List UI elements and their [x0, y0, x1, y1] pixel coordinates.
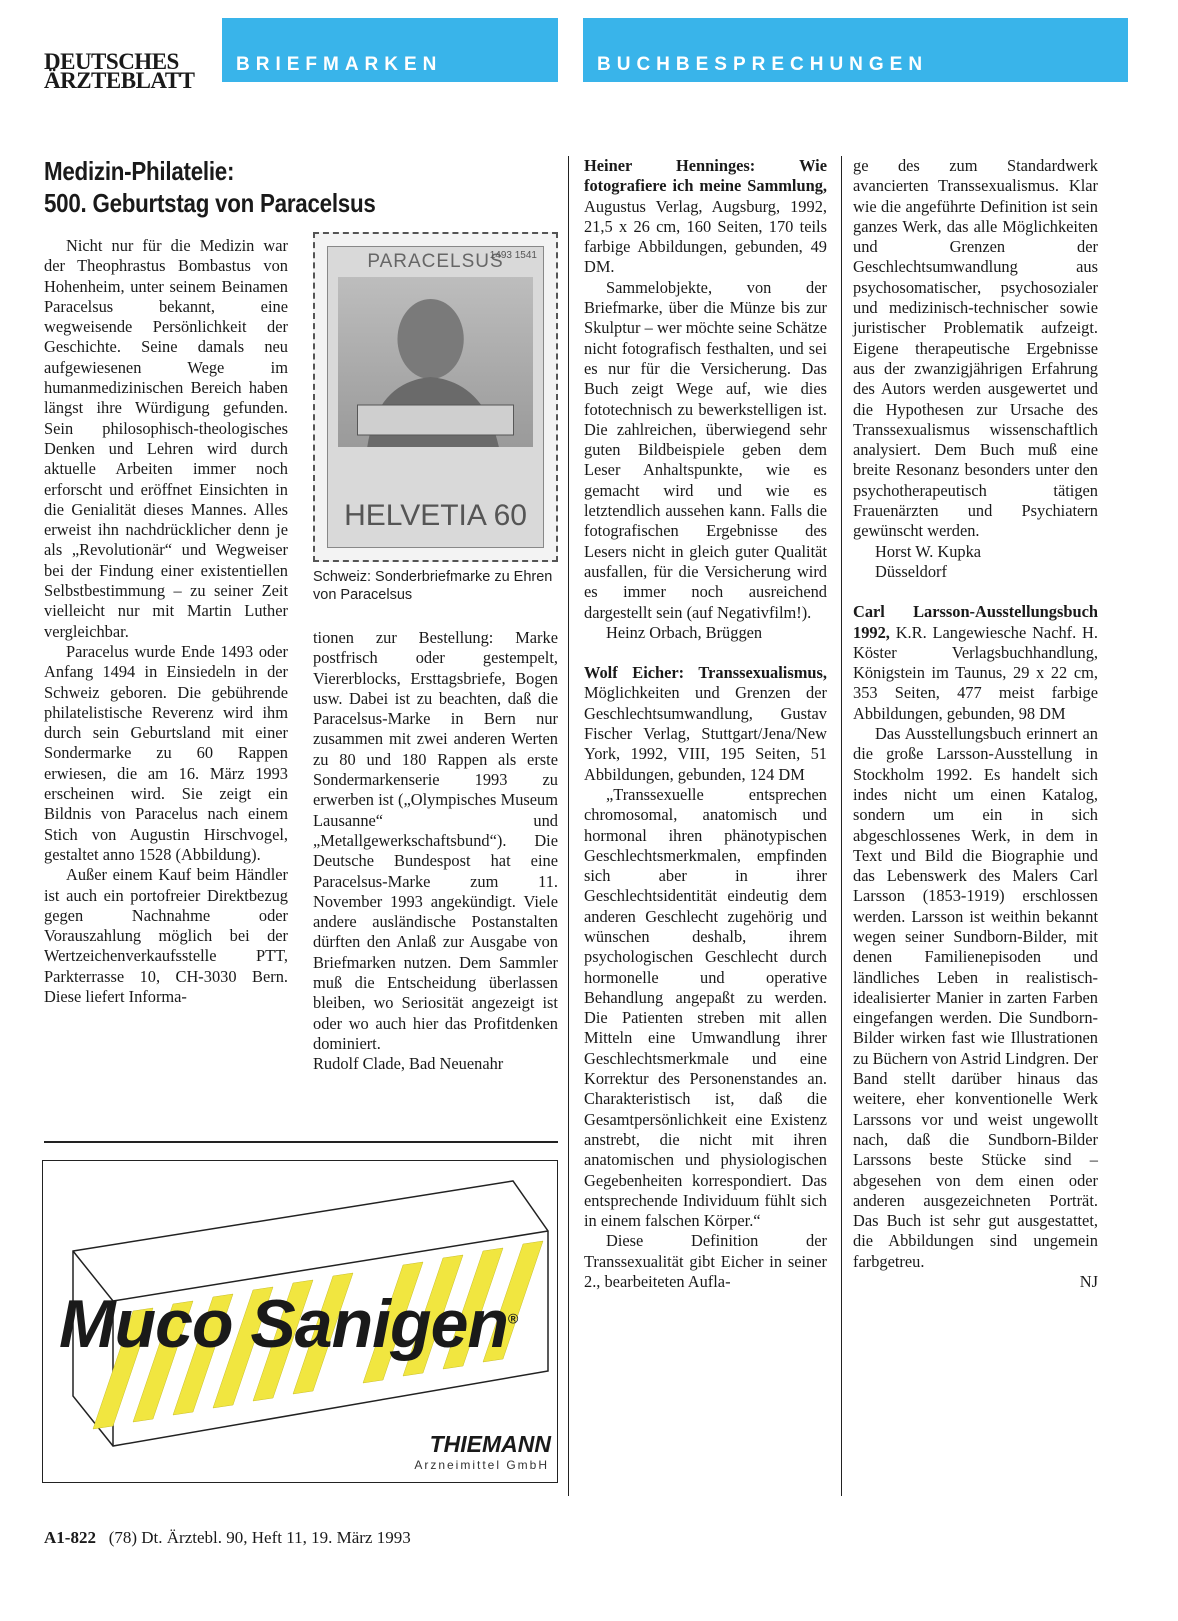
review1-text: Sammelobjekte, von der Briefmarke, über die Münze bis zur Skulptur – wer möchte seine Schätze nicht fotografisch festhalten, und sei es nur für die Versicherung. Das Buch zeigt Wege auf, wie dies fototechnisch zu bewerkstelligen ist. Die zahlreichen, überwiegend sehr guten Bildbeispiele geben dem Leser Anhaltspunkte, wie es gemacht wird und wie es letztendlich aussehen kann. Falls die fotografischen Ergebnisse des Lesers nicht in gleich guter Qualität ausfallen, für die Versicherung wird es immer noch ausreichend dargestellt sein (auf Negativfilm!).	[584, 277, 827, 622]
review3-details: K.R. Langewiesche Nachf. H. Köster Verlagsbuchhandlung, Königstein im Taunus, 29 x 22 cm, 353 Seiten, 477 meist farbige Abbildungen, gebunden, 98 DM	[853, 622, 1098, 723]
section-label-right: BUCHBESPRECHUNGEN	[597, 54, 929, 75]
masthead-logo	[44, 49, 234, 93]
review3-header	[853, 602, 1098, 724]
footer-citation: (78) Dt. Ärztebl. 90, Heft 11, 19. März 1993	[108, 1528, 411, 1547]
section-banner-buchbesprechungen	[583, 18, 1128, 82]
stamp-top-text: PARACELSUS	[367, 251, 504, 272]
section-label-left: BRIEFMARKEN	[236, 54, 443, 75]
stamp-portrait	[338, 277, 533, 447]
headline-line2: 500. Geburtstag von Paracelsus	[44, 188, 376, 218]
review3-text: Das Ausstellungsbuch erinnert an die große Larsson-Ausstellung in Stockholm 1992. Es handelt sich indes nicht um einen Katalog, sondern um ein in sich abgeschlossenes Werk, in dem in Text und Bild die Biographie und das Lebenswerk des Malers Carl Larsson (1853-1919) erschlossen werden. Larsson ist weithin bekannt wegen seiner Sundborn-Bilder, mit denen Familienepisoden und ländliches Leben in realistisch-idealisierter Manier in zarten Farben eingefangen werden. Die Sundborn-Bilder wirken fast wie Illustrationen zu Büchern von Astrid Lindgren. Der Band stellt darüber hinaus das weitere, eher konventionelle Werk Larssons vor und weist ungewollt nach, daß die Sundborn-Bilder Larssons beste Stücke sind – abgesehen von dem einen oder anderen ausgezeichneten Porträt. Das Buch ist sehr gut ausgestattet, die Abbildungen sind ungemein farbgetreu.	[853, 724, 1098, 1271]
review2-header	[584, 663, 827, 785]
article-column-2	[313, 628, 558, 1075]
article-paragraph-1: Nicht nur für die Medizin war der Theophrastus Bombastus von Hohenheim, unter seinem Beinamen Paracelsus bekannt, eine wegweisende Persönlichkeit der Geschichte. Seine damals neu aufgewiesenen Wege im humanmedizinischen Bereich haben längst ihre Würdigung gefunden. Sein philosophisch-theologisches Denken und Lehren wird durch aktuelle Arbeiten immer noch erforscht und eröffnet Einsichten in die Genialität dieses Mannes. Alles erweist ihn nachdrücklicher denn je als „Revolutionär“ und Wegweiser bei der Findung einer existentiellen Selbstbestimmung – zu seiner Zeit vielleicht nur mit Martin Luther vergleichbar.	[44, 236, 288, 641]
review-column-3	[584, 156, 827, 1292]
review2-text-part1: Diese Definition der Transsexualität gibt Eicher in seiner 2., bearbeiteten Aufla-	[584, 1231, 827, 1292]
masthead-line2: ÄRZTEBLATT	[44, 68, 195, 93]
headline-line1: Medizin-Philatelie:	[44, 156, 235, 186]
page-footer	[44, 1528, 411, 1548]
article-column-1	[44, 236, 288, 1007]
article-headline	[44, 155, 491, 219]
review2-quote: „Transsexuelle entsprechen chromosomal, anatomisch und hormonal ihren phänotypischen Geschlechtsmerkmalen, empfinden sich aber in ihrer Geschlechtsidentität eindeutig dem anderen Geschlecht zugehörig und wünschen deshalb, ihrem psychologischen Geschlecht durch hormonelle und operative Behandlung angepaßt zu werden. Die Patienten streben mit allen Mitteln eine Umwandlung ihrer Geschlechtsmerkmale und eine Korrektur des Personenstandes an. Charakteristisch ist, daß die Gesamtpersönlichkeit eine Existenz anstrebt, die nicht mit ihren anatomischen und physiologischen Gegebenheiten korrespondiert. Das entsprechende Individuum fühlt sich in einem falschen Körper.“	[584, 784, 827, 1231]
review-column-4	[853, 156, 1098, 1292]
review2-details: Möglichkeiten und Grenzen der Geschlechtsumwandlung, Gustav Fischer Verlag, Stuttgart/Jena/New York, 1992, VIII, 195 Seiten, 51 Abbildungen, gebunden, 124 DM	[584, 683, 827, 784]
article-paragraph-4: tionen zur Bestellung: Marke postfrisch oder gestempelt, Viererblocks, Ersttagsbriefe, Bogen usw. Dabei ist zu beachten, daß die Paracelsus-Marke in Bern nur zusammen mit zwei anderen Werten zu 80 und 180 Rappen als erste Sondermarkenserie 1993 zu erwerben ist („Olympisches Museum Lausanne“ und „Metallgewerkschaftsbund“). Die Deutsche Bundespost hat eine Paracelsus-Marke zum 11. November 1993 angekündigt. Viele andere ausländische Postanstalten dürften den Anlaß zur Ausgabe von Briefmarken nutzen. Dem Sammler muß die Entscheidung überlassen bleiben, wo Seriosität angezeigt ist oder wo auch hier das Profitdenken dominiert.	[313, 628, 558, 1053]
masthead-line1: DEUTSCHES	[44, 49, 179, 74]
article-paragraph-2: Paracelus wurde Ende 1493 oder Anfang 1494 in Einsiedeln in der Schweiz geboren. Die gebührende philatelistische Reverenz wird ihm durch sein Geburtsland mit einer Sondermarke zu 60 Rappen erwiesen, die am 16. März 1993 erscheinen wird. Sie zeigt ein Bildnis von Paracelus nach einem Stich von Augustin Hirschvogel, gestaltet anno 1528 (Abbildung).	[44, 641, 288, 864]
section-banner-briefmarken	[222, 18, 558, 82]
review1-author: Heinz Orbach, Brüggen	[606, 622, 763, 642]
stamp-caption: Schweiz: Sonderbriefmarke zu Ehren von Paracelsus	[313, 569, 553, 603]
ad-company-sub: Arzneimittel GmbH	[414, 1458, 549, 1472]
review1-heading: Heiner Henninges: Wie fotografiere ich meine Sammlung,	[584, 156, 827, 196]
stamp-image	[313, 232, 558, 562]
advertisement	[42, 1160, 558, 1483]
review3-heading: Carl Larsson-Ausstellungsbuch 1992,	[853, 602, 1098, 642]
article-end-rule	[44, 1141, 558, 1143]
page-number: A1-822	[44, 1528, 96, 1547]
review3-author: NJ	[1079, 1272, 1098, 1292]
registered-mark: ®	[507, 1310, 518, 1327]
column-divider	[568, 156, 569, 1496]
article-author: Rudolf Clade, Bad Neuenahr	[313, 1054, 504, 1074]
ad-brand-text: Muco Sanigen	[59, 1286, 508, 1362]
stamp-country: HELVETIA 60	[344, 499, 527, 532]
review2-author-name: Horst W. Kupka	[875, 541, 982, 561]
stamp-years: 1493 1541	[489, 250, 537, 261]
ad-brand-name	[59, 1285, 517, 1363]
review2-text-part2: ge des zum Standardwerk avancierten Transsexualismus. Klar wie die angeführte Definition ist sein ganzes Werk, das alle Möglichkeiten und Grenzen der Geschlechtsumwandlung aus psychosomatischer, psychosozialer und medizinisch-technischer sowie juristischer Problematik aufzeigt. Eigene therapeutische Ergebnisse aus der zwanzigjährigen Erfahrung des Autors werden ausgewertet und die Hypothesen zur Ursache des Transsexualismus wissenschaftlich analysiert. Dem Buch muß eine breite Resonanz besonders unter den psychotherapeutisch tätigen Frauenärzten und Psychiatern gewünscht werden.	[853, 156, 1098, 541]
portrait-icon	[338, 277, 533, 447]
article-paragraph-3: Außer einem Kauf beim Händler ist auch ein portofreier Direktbezug gegen Nachnahme oder Vorauszahlung möglich bei der Wertzeichenverkaufsstelle PTT, Parkterrasse 10, CH-3030 Bern. Diese liefert Informa-	[44, 865, 288, 1006]
review2-heading: Wolf Eicher: Transsexualismus,	[584, 663, 827, 683]
stamp-frame	[327, 246, 544, 548]
column-divider	[841, 156, 842, 1496]
ad-company: THIEMANN	[429, 1431, 551, 1457]
review2-author-city: Düsseldorf	[875, 561, 947, 581]
review1-header	[584, 156, 827, 278]
review1-details: Augustus Verlag, Augsburg, 1992, 21,5 x 26 cm, 160 Seiten, 170 teils farbige Abbildungen, gebunden, 49 DM.	[584, 196, 827, 277]
